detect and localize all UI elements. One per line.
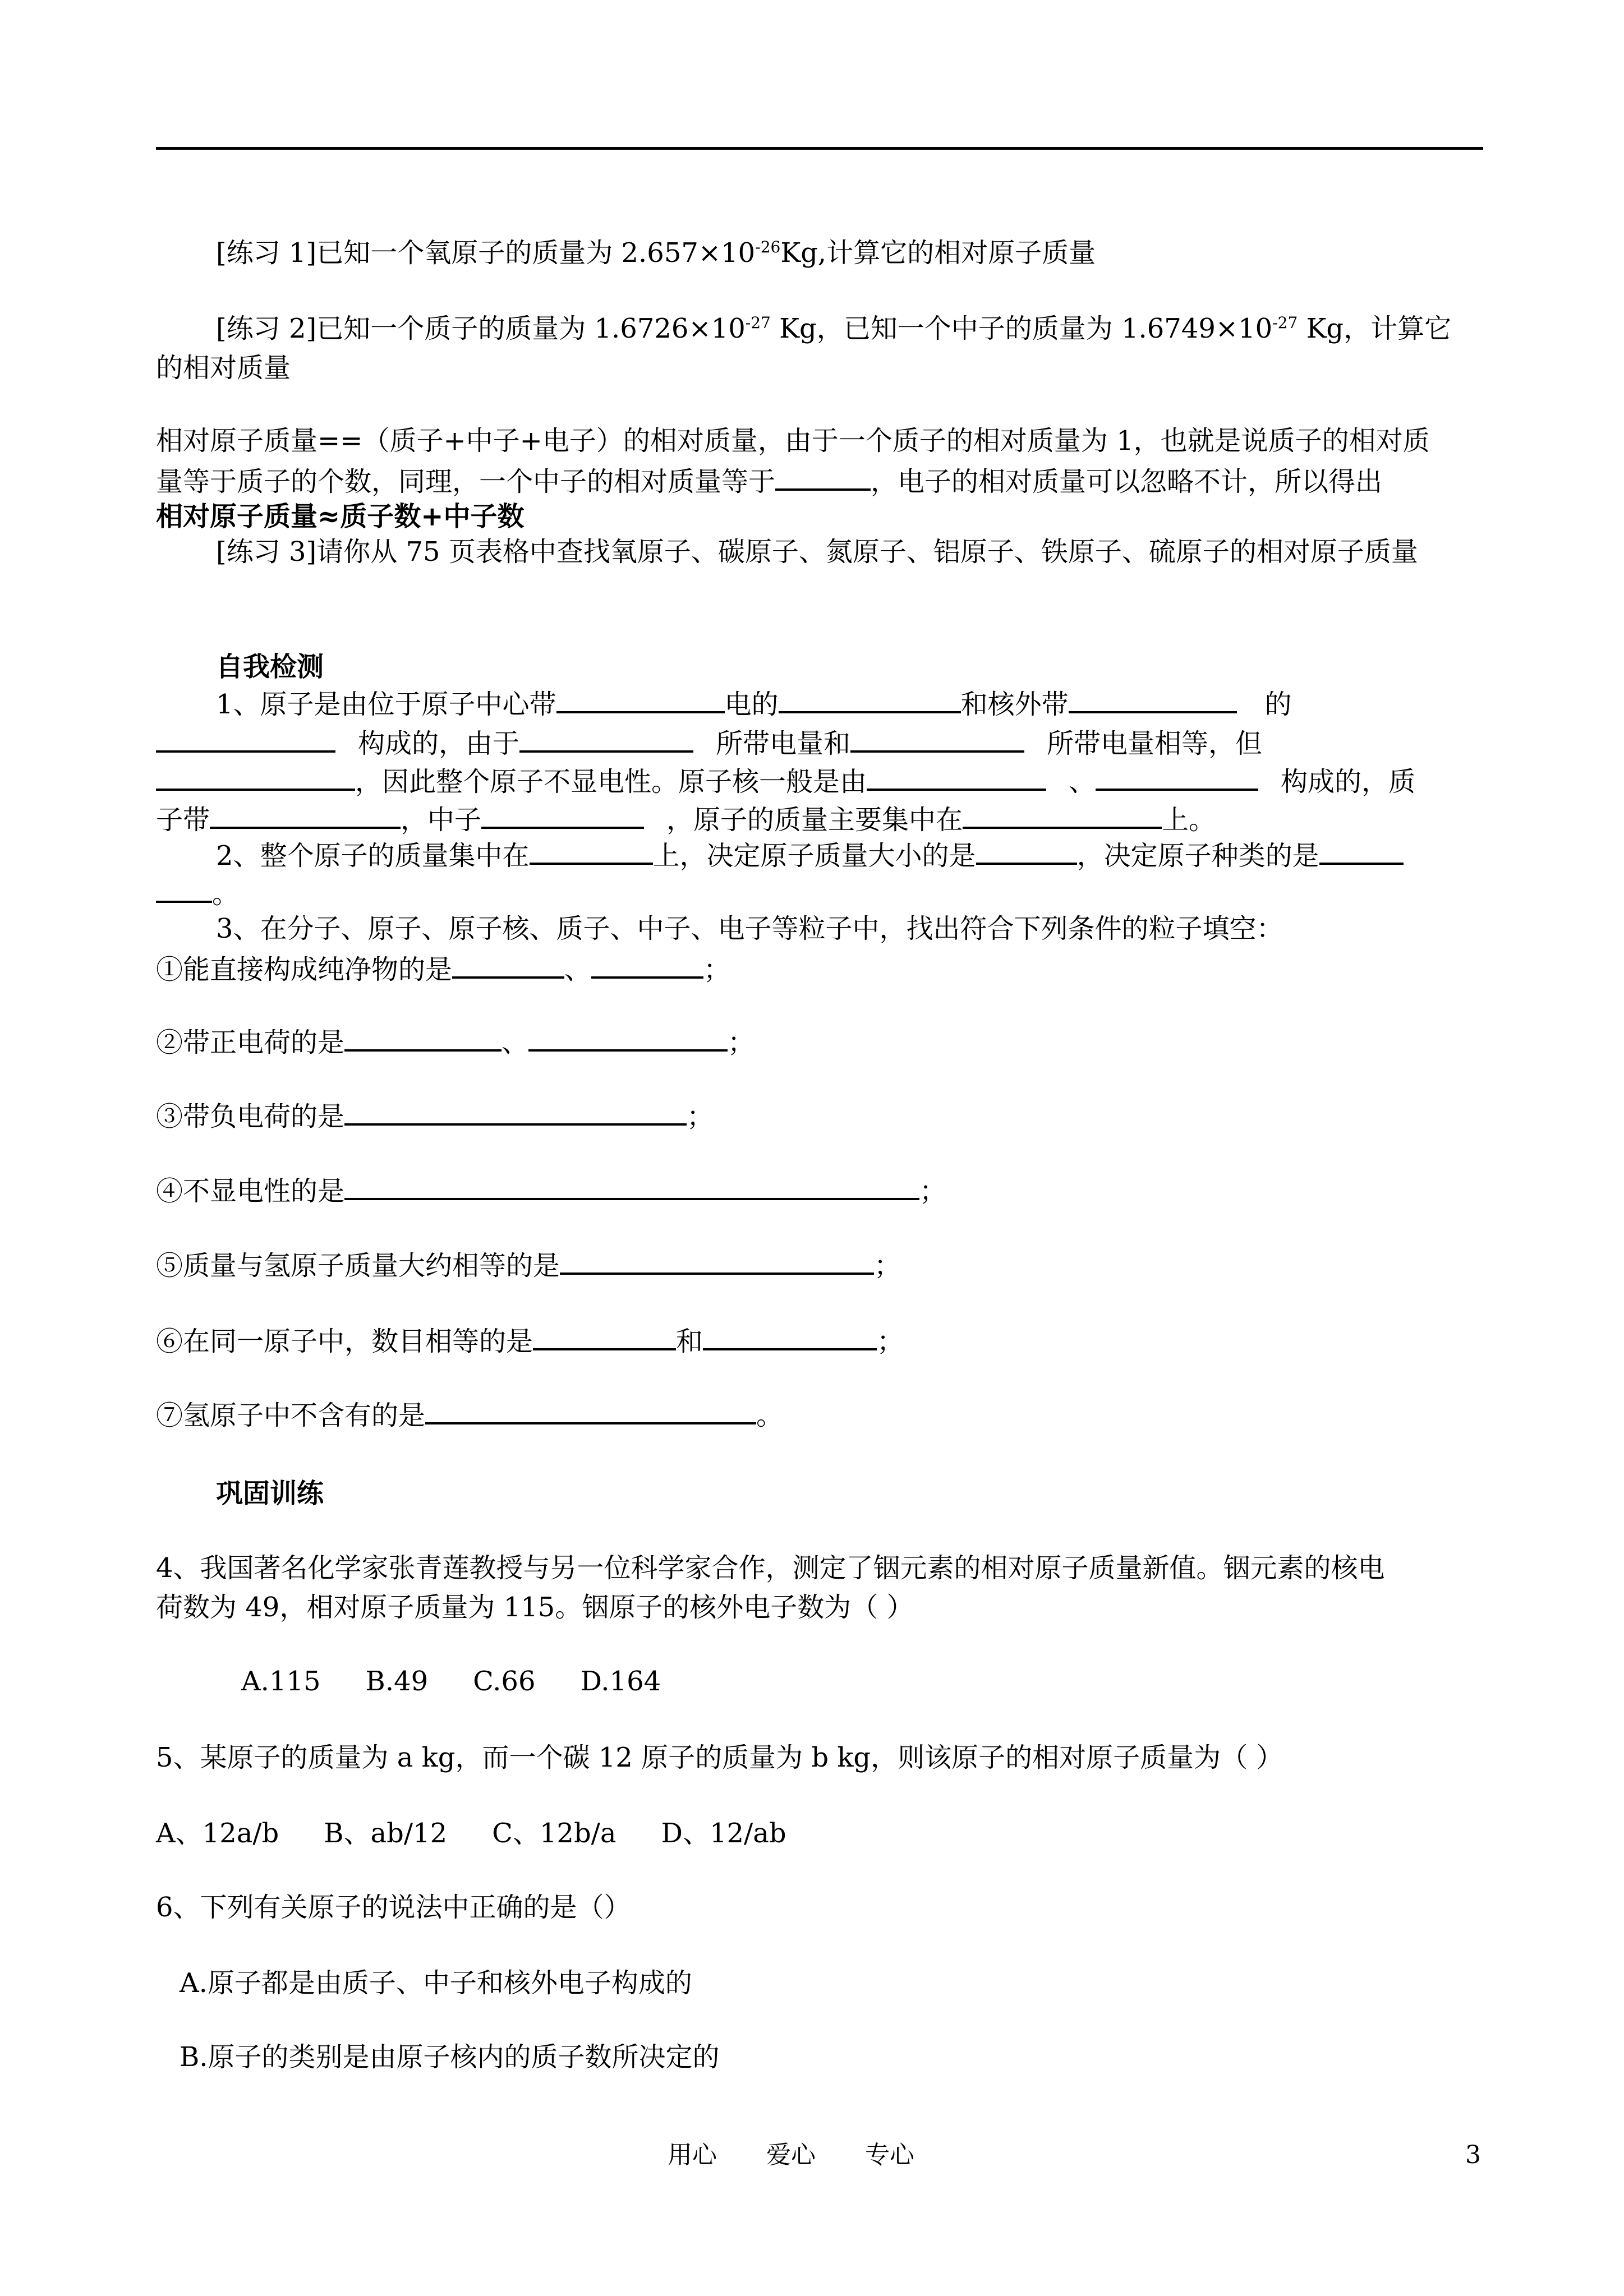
option-c[interactable]: C、12b/a — [492, 1818, 617, 1849]
answer-blank[interactable] — [867, 763, 1046, 791]
option-a[interactable]: A、12a/b — [156, 1818, 279, 1849]
answer-blank[interactable] — [344, 1098, 687, 1126]
answer-blank[interactable] — [533, 1322, 676, 1350]
answer-blank[interactable] — [452, 951, 564, 979]
answer-blank[interactable] — [481, 801, 644, 829]
answer-blank[interactable] — [156, 725, 335, 753]
q6-option-a[interactable]: A.原子都是由质子、中子和核外电子构成的 — [180, 1967, 692, 1999]
answer-blank[interactable] — [560, 1247, 874, 1275]
q4-line1: 4、我国著名化学家张青莲教授与另一位科学家合作，测定了铟元素的相对原子质量新值。铟元素的核电 — [156, 1552, 1385, 1584]
answer-blank[interactable] — [591, 951, 703, 979]
q6-stem: 6、下列有关原子的说法中正确的是（） — [156, 1892, 631, 1923]
option-b[interactable]: B、ab/12 — [324, 1818, 448, 1849]
header-rule — [156, 147, 1483, 150]
consolidate-heading: 巩固训练 — [216, 1478, 324, 1509]
answer-blank[interactable] — [703, 1322, 877, 1350]
answer-blank[interactable] — [850, 725, 1024, 753]
q4-options — [241, 1664, 1568, 1699]
q1-line4: 子带 ，中子 ，原子的质量主要集中在 上。 — [156, 801, 1483, 837]
q3-item-2: ②带正电荷的是 、 ； — [156, 1023, 1483, 1060]
exercise-1: [练习 1]已知一个氧原子的质量为 $2.657\times 10^{-26}Kg$,计算它的相对原子质量 — [216, 237, 1096, 269]
option-b[interactable]: B.49 — [365, 1666, 429, 1697]
answer-blank[interactable] — [556, 685, 725, 713]
answer-blank[interactable] — [1069, 685, 1237, 713]
self-check-heading: 自我检测 — [216, 651, 324, 683]
answer-blank[interactable] — [425, 1396, 756, 1424]
q1-line2: 构成的，由于 所带电量和 所带电量相等，但 — [156, 725, 1483, 761]
answer-blank[interactable] — [976, 837, 1077, 865]
q3-item-7: ⑦氢原子中不含有的是 。 — [156, 1396, 1483, 1433]
q3-item-1: ①能直接构成纯净物的是 、 ； — [156, 951, 1483, 987]
answer-blank[interactable] — [963, 801, 1162, 829]
q3-stem: 3、在分子、原子、原子核、质子、中子、电子等粒子中，找出符合下列条件的粒子填空： — [216, 913, 1283, 944]
exercise-3: [练习 3]请你从 75 页表格中查找氧原子、碳原子、氮原子、铝原子、铁原子、硫原子的相对原子质量 — [216, 536, 1418, 568]
answer-blank[interactable] — [775, 463, 871, 491]
answer-blank[interactable] — [1319, 837, 1404, 865]
answer-blank[interactable] — [528, 1023, 728, 1052]
exercise-2-line1: [练习 2]已知一个质子的质量为 $1.6726\times 10^{-27}$ Kg，已知一个中子的质量为 $1.6749\times 10^{-27}$ Kg，计算它 — [216, 313, 1452, 344]
q1-line1: 1、原子是由位于原子中心带 电的 和核外带 的 — [216, 685, 1543, 722]
q2-line1: 2、整个原子的质量集中在 上，决定原子质量大小的是 ，决定原子种类的是 — [216, 837, 1543, 873]
q3-item-6: ⑥在同一原子中，数目相等的是 和 ； — [156, 1322, 1483, 1359]
answer-blank[interactable] — [344, 1023, 502, 1052]
answer-blank[interactable] — [779, 685, 961, 713]
q3-item-5: ⑤质量与氢原子质量大约相等的是 ； — [156, 1247, 1483, 1283]
option-c[interactable]: C.66 — [473, 1666, 536, 1697]
q3-item-3: ③带负电荷的是 ； — [156, 1098, 1483, 1134]
q3-item-4: ④不显电性的是 ； — [156, 1172, 1483, 1209]
answer-blank[interactable] — [519, 725, 693, 753]
footer-motto: 用心 爱心 专心 — [668, 2141, 914, 2169]
option-d[interactable]: D.164 — [580, 1666, 661, 1697]
q5-options — [156, 1816, 1483, 1851]
q2-line2: 。 — [156, 875, 1483, 911]
answer-blank[interactable] — [210, 801, 401, 829]
answer-blank[interactable] — [1096, 763, 1258, 791]
q1-line3: ，因此整个原子不显电性。原子核一般是由 、 构成的，质 — [156, 763, 1483, 799]
relative-mass-formula: 相对原子质量≈质子数+中子数 — [156, 501, 525, 532]
answer-blank[interactable] — [530, 837, 653, 865]
page-number: 3 — [1465, 2141, 1481, 2169]
relative-mass-line1: 相对原子质量==（质子+中子+电子）的相对质量，由于一个质子的相对质量为 1，也就是说质子的相对质 — [156, 425, 1430, 457]
answer-blank[interactable] — [156, 875, 212, 903]
option-a[interactable]: A.115 — [241, 1666, 321, 1697]
q5-stem: 5、某原子的质量为 a kg，而一个碳 12 原子的质量为 b kg，则该原子的相对原子质量为（ ） — [156, 1742, 1283, 1773]
q6-option-b[interactable]: B.原子的类别是由原子核内的质子数所决定的 — [180, 2041, 720, 2073]
relative-mass-line2: 量等于质子的个数，同理，一个中子的相对质量等于 ，电子的相对质量可以忽略不计，所以得出 — [156, 463, 1483, 499]
option-d[interactable]: D、12/ab — [661, 1818, 786, 1849]
exercise-2-line2: 的相对质量 — [156, 352, 291, 384]
answer-blank[interactable] — [344, 1172, 919, 1200]
answer-blank[interactable] — [156, 763, 355, 791]
q4-line2: 荷数为 49，相对原子质量为 115。铟原子的核外电子数为（ ） — [156, 1592, 914, 1623]
